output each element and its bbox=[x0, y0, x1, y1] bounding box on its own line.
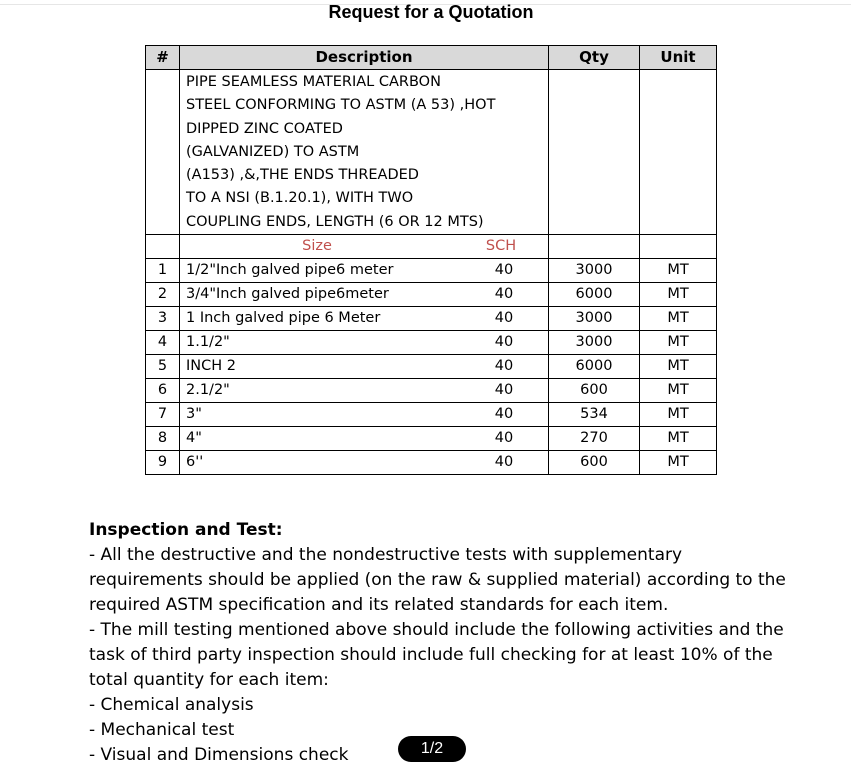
row-size: 1 Inch galved pipe 6 Meter bbox=[186, 310, 381, 327]
row-sch: 40 bbox=[494, 382, 514, 399]
row-qty: 600 bbox=[549, 379, 640, 403]
inspection-line: - The mill testing mentioned above should include the following activities and the bbox=[89, 620, 784, 640]
inspection-section bbox=[89, 518, 789, 768]
row-size: 3" bbox=[186, 406, 202, 423]
description-line: COUPLING ENDS, LENGTH (6 OR 12 MTS) bbox=[186, 213, 484, 230]
description-line: DIPPED ZINC COATED bbox=[186, 120, 343, 137]
inspection-line: requirements should be applied (on the raw & supplied material) according to the bbox=[89, 570, 786, 590]
row-num: 1 bbox=[146, 259, 180, 283]
inspection-heading: Inspection and Test: bbox=[89, 520, 283, 540]
subheader-num-cell bbox=[146, 235, 180, 259]
table-row bbox=[146, 331, 717, 355]
row-size-cell bbox=[180, 427, 549, 451]
description-num-cell bbox=[146, 70, 180, 235]
document-title: Request for a Quotation bbox=[328, 2, 534, 22]
row-num: 4 bbox=[146, 331, 180, 355]
inspection-line: - All the destructive and the nondestructive tests with supplementary bbox=[89, 545, 683, 565]
description-line: (A153) ,&,THE ENDS THREADED bbox=[186, 167, 419, 184]
row-qty: 6000 bbox=[549, 283, 640, 307]
row-num: 6 bbox=[146, 379, 180, 403]
row-size-cell bbox=[180, 355, 549, 379]
subheader-unit-cell bbox=[640, 235, 717, 259]
size-subheader: Size bbox=[302, 238, 332, 255]
row-size-cell bbox=[180, 307, 549, 331]
row-sch: 40 bbox=[494, 406, 514, 423]
row-sch: 40 bbox=[494, 262, 514, 279]
description-cell bbox=[180, 70, 549, 235]
page-indicator: 1/2 bbox=[398, 736, 466, 762]
row-num: 3 bbox=[146, 307, 180, 331]
inspection-line: required ASTM specification and its related standards for each item. bbox=[89, 595, 669, 615]
inspection-line: - Chemical analysis bbox=[89, 695, 254, 715]
row-size: 1/2"Inch galved pipe6 meter bbox=[186, 262, 394, 279]
row-size: 2.1/2" bbox=[186, 382, 230, 399]
row-size: 6'' bbox=[186, 454, 204, 471]
description-row bbox=[146, 70, 717, 235]
row-qty: 534 bbox=[549, 403, 640, 427]
description-line: (GALVANIZED) TO ASTM bbox=[186, 143, 360, 160]
row-sch: 40 bbox=[494, 454, 514, 471]
sch-subheader: SCH bbox=[485, 238, 517, 255]
row-unit: MT bbox=[640, 403, 717, 427]
description-line: PIPE SEAMLESS MATERIAL CARBON bbox=[186, 74, 441, 90]
row-unit: MT bbox=[640, 379, 717, 403]
row-size-cell bbox=[180, 259, 549, 283]
description-unit-cell bbox=[640, 70, 717, 235]
header-description: Description bbox=[180, 46, 549, 70]
row-unit: MT bbox=[640, 451, 717, 475]
row-sch: 40 bbox=[494, 286, 514, 303]
table-row bbox=[146, 379, 717, 403]
row-sch: 40 bbox=[494, 430, 514, 447]
row-qty: 600 bbox=[549, 451, 640, 475]
description-line: STEEL CONFORMING TO ASTM (A 53) ,HOT bbox=[186, 97, 496, 114]
row-qty: 6000 bbox=[549, 355, 640, 379]
subheader-cell bbox=[180, 235, 549, 259]
row-num: 2 bbox=[146, 283, 180, 307]
row-qty: 270 bbox=[549, 427, 640, 451]
inspection-text bbox=[89, 543, 789, 768]
row-size-cell bbox=[180, 331, 549, 355]
row-qty: 3000 bbox=[549, 307, 640, 331]
row-size: 1.1/2" bbox=[186, 334, 230, 351]
row-size-cell bbox=[180, 403, 549, 427]
table-row bbox=[146, 451, 717, 475]
row-qty: 3000 bbox=[549, 259, 640, 283]
row-sch: 40 bbox=[494, 358, 514, 375]
table-row bbox=[146, 307, 717, 331]
row-num: 8 bbox=[146, 427, 180, 451]
subheader-qty-cell bbox=[549, 235, 640, 259]
row-unit: MT bbox=[640, 259, 717, 283]
inspection-line: - Visual and Dimensions check bbox=[89, 745, 349, 765]
row-size: 4" bbox=[186, 430, 202, 447]
row-unit: MT bbox=[640, 283, 717, 307]
row-qty: 3000 bbox=[549, 331, 640, 355]
header-unit: Unit bbox=[640, 46, 717, 70]
row-unit: MT bbox=[640, 355, 717, 379]
row-size-cell bbox=[180, 379, 549, 403]
table-row bbox=[146, 259, 717, 283]
table-header-row bbox=[146, 46, 717, 70]
table-row bbox=[146, 427, 717, 451]
description-line: TO A NSI (B.1.20.1), WITH TWO bbox=[186, 190, 414, 207]
inspection-line: - Mechanical test bbox=[89, 720, 235, 740]
quotation-table bbox=[145, 45, 717, 475]
row-size: INCH 2 bbox=[186, 358, 236, 375]
description-text bbox=[180, 70, 548, 234]
row-sch: 40 bbox=[494, 310, 514, 327]
table-row bbox=[146, 283, 717, 307]
table-row bbox=[146, 355, 717, 379]
row-sch: 40 bbox=[494, 334, 514, 351]
row-unit: MT bbox=[640, 331, 717, 355]
row-num: 7 bbox=[146, 403, 180, 427]
inspection-line: task of third party inspection should include full checking for at least 10% of the bbox=[89, 645, 773, 665]
header-num: # bbox=[146, 46, 180, 70]
row-num: 5 bbox=[146, 355, 180, 379]
row-size-cell bbox=[180, 451, 549, 475]
row-unit: MT bbox=[640, 307, 717, 331]
header-qty: Qty bbox=[549, 46, 640, 70]
inspection-line: total quantity for each item: bbox=[89, 670, 329, 690]
row-size: 3/4"Inch galved pipe6meter bbox=[186, 286, 389, 303]
row-size-cell bbox=[180, 283, 549, 307]
description-qty-cell bbox=[549, 70, 640, 235]
row-num: 9 bbox=[146, 451, 180, 475]
table-row bbox=[146, 403, 717, 427]
row-unit: MT bbox=[640, 427, 717, 451]
size-sch-header-row bbox=[146, 235, 717, 259]
